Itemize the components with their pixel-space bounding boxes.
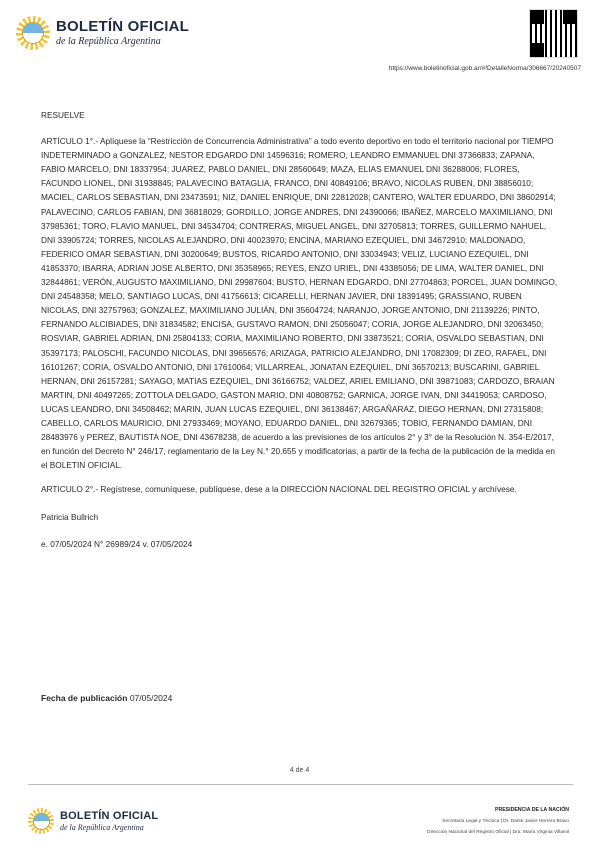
document-url: https://www.boletinoficial.gob.ar/#!DetalleNorma/306667/20240507 [388,65,581,72]
publication-value: 07/05/2024 [129,693,173,703]
footer-line-2: Dirección Nacional del Registro Oficial | Dra. María Virginia Villamil [427,830,569,835]
document-body [41,108,561,551]
publication-label: Fecha de publicación [41,693,128,703]
boletin-logo [16,16,189,50]
sun-emblem-icon [16,16,50,50]
page-number: 4 de 4 [289,767,310,774]
footer-credits [427,805,569,838]
presidencia-label: PRESIDENCIA DE LA NACIÓN [495,807,569,813]
article-2: ARTICULO 2°.- Regístrese, comuníquese, publíquese, dese a la DIRECCIÓN NACIONAL DEL REGISTRO OFICIAL y archívese. [41,484,517,495]
resuelve-heading: RESUELVE [41,110,85,120]
footer-logo [28,808,158,834]
publication-date [41,693,172,703]
edition-line: e. 07/05/2024 N° 26989/24 v. 07/05/2024 [41,538,193,549]
qr-code-icon [529,9,578,58]
footer-logo-subtitle: de la República Argentina [60,822,144,832]
footer-logo-title: BOLETÍN OFICIAL [60,809,159,822]
page-header [0,0,599,80]
footer-line-1: Secretaría Legal y Técnica | Dr. Dante Javier Herrera Bravo [442,819,569,824]
logo-subtitle: de la República Argentina [56,36,161,47]
logo-title: BOLETÍN OFICIAL [56,18,189,35]
footer-divider [28,784,573,785]
footer-sun-emblem-icon [28,808,54,834]
signature: Patricia Bullrich [41,512,99,523]
article-1: ARTÍCULO 1°.- Aplíquese la “Restricción de Concurrencia Administrativa” a todo evento deportivo en todo el territorio nacional por TIEMPO INDETERMINADO a GONZALEZ, NESTOR EDGARDO DNI 14596316; ROMERO, LEANDRO EMMANUEL DNI 37366833; ZAPANA, FABIO MARCELO, DNI 18337954; JUAREZ, PABLO DANIEL, DNI 28560649; MAZA, ELIAS EMANUEL DNI 36288006; FLORES, FACUNDO LIONEL, DNI 31938845; PALAVECINO BATAGLIA, FRANCO, DNI 40849106; BRAVO, NICOLAS RUBEN, DNI 38856010; MACIEL, CARLOS SEBASTIAN, DNI 23473591; NIZ, DANIEL ENRIQUE, DNI 22812028; CANTERO, WALTER EDUARDO, DNI 38602914; PALAVECINO, CARLOS FABIAN, DNI 36818029; GORDILLO, JORGE ANDRES, DNI 24390066; IBAÑEZ, MARCELO MAXIMILIANO, DNI 37985361; TORO, FLAVIO MANUEL, DNI 34534704; CONTRERAS, MIGUEL ANGEL, DNI 32705813; TORRES, GUILLERMO NAHUEL, DNI 33905724; TORRES, NICOLAS ALEJANDRO, DNI 40023970; ENCINA, MARIANO EZEQUIEL, DNI 34672910; MALDONADO, FEDERICO OMAR SEBASTIAN, DNI 30200649; BUSTOS, RICARDO ANTONIO, DNI 33034943; VELIZ, LUCIANO EZEQUIEL, DNI 41853370; IBARRA, ADRIAN JOSE ALBERTO, DNI 35358965; REYES, ENZO URIEL, DNI 43385056; DE LIMA, WALTER DANIEL, DNI 32844861; VERÓN, AUGUSTO MAXIMILIANO, DNI 29987604; BUSTO, HERNAN EDGARDO, DNI 27704863; PORCEL, JUAN DOMINGO, DNI 24548358; MELO, SANTIAGO LUCAS, DNI 41756613; CICARELLI, HERNAN JAVIER, DNI 18391495; GRASSIANO, RUBEN NICOLAS, DNI 32757963; GONZALEZ, MAXIMILIANO JULIÁN, DNI 35604724; NARANJO, JORGE ANTONIO, DNI 21139226; PINTO, FERNANDO ALCIBIADES, DNI 31834582; ENCISA, GUSTAVO RAMON, DNI 25056047; CORIA, JORGE ALEJANDRO, DNI 32063450; ROSVIAR, GABRIEL ADRIAN, DNI 25804133; CORIA, MAXIMILIANO ROBERTO, DNI 33873521; CORIA, OSVALDO SEBASTIAN, DNI 35397173; PALOSCHI, FACUNDO NICOLAS, DNI 39656576; ARIZAGA, PATRICIO ALEJANDRO, DNI 17082309; DI ZEO, RAFAEL, DNI 16101267; CORIA, OSVALDO ANTONIO, DNI 17610064; VILLARREAL, JONATAN EZEQUIEL, DNI 36570213; BUSCARINI, GABRIEL HERNAN, DNI 26157281; SAYAGO, MATIAS EZEQUIEL, DNI 36166752; VALDEZ, ARIEL EMILIANO, DNI 39871083; CARDOZO, BRAIAN MARTIN, DNI 40497265; ZOTTOLA DELGADO, GASTON MARIO, DNI 40808752; GARNICA, JORGE IVAN, DNI 34419053; CARDOSO, LUCAS LEANDRO, DNI 34508462; MARIN, JUAN LUCAS EZEQUIEL, DNI 36138467; ARGAÑARAZ, DIEGO HERNAN, DNI 27315808; CABELLO, CARLOS MAURICIO, DNI 27933469; MOYANO, EDUARDO DANIEL, DNI 32679365; TOBIO, FERNANDO DAMIAN, DNI 28483976 y PEREZ, BAUTISTA NOE, DNI 43678238, de acuerdo a las previsiones de los artículos 2° y 3° de la Resolución N. 354-E/2017, en función del Decreto N° 246/17, reglamentario de la Ley N.° 20.655 y modificatorias, a partir de la fecha de la publicación de la medida en el BOLETIN OFICIAL. [41,136,558,471]
